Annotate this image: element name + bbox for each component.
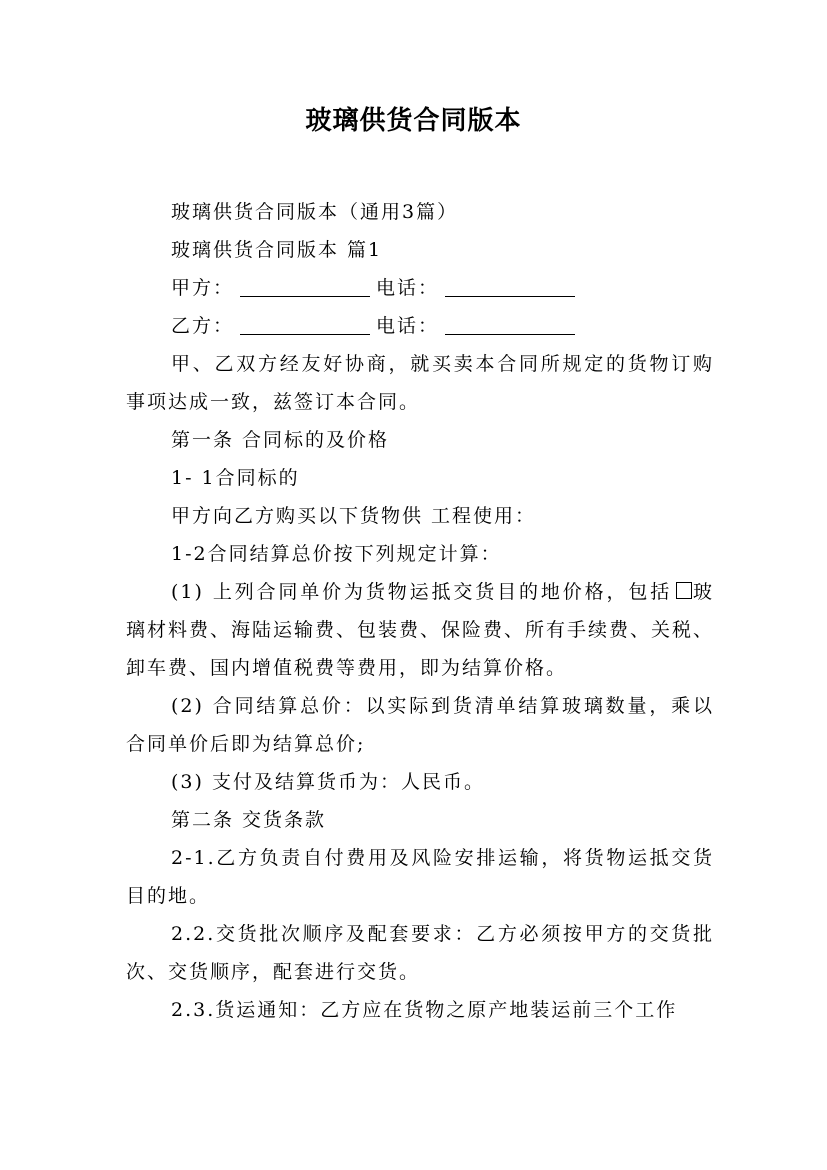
party-b-line — [126, 307, 714, 345]
clause2-1-paragraph: 2-1.乙方负责自付费用及风险安排运输，将货物运抵交货目的地。 — [126, 847, 714, 907]
intro-paragraph: 甲、乙双方经友好协商，就买卖本合同所规定的货物订购事项达成一致，兹签订本合同。 — [126, 353, 714, 413]
item1-paragraph — [126, 573, 714, 687]
clause1-2-heading: 1-2合同结算总价按下列规定计算： — [171, 543, 502, 565]
party-b-phone-blank — [445, 314, 575, 335]
document-body — [126, 193, 714, 1029]
document-title: 玻璃供货合同版本 — [305, 106, 522, 136]
item1-after-text: 玻璃材料费、海陆运输费、包装费、保险费、所有手续费、关税、卸车费、国内增值税费等费用，即为结算价格。 — [126, 581, 715, 679]
party-a-line — [126, 269, 714, 307]
item2-paragraph: (2) 合同结算总价：以实际到货清单结算玻璃数量，乘以合同单价后即为结算总价; — [126, 695, 714, 755]
clause2-2-paragraph: 2.2.交货批次顺序及配套要求：乙方必须按甲方的交货批次、交货顺序，配套进行交货。 — [126, 923, 714, 983]
clause1-1-text: 甲方向乙方购买以下货物供 工程使用： — [171, 505, 537, 527]
clause2-3-paragraph: 2.3.货运通知：乙方应在货物之原产地装运前三个工作 — [171, 999, 678, 1021]
item1-before-text: (1) 上列合同单价为货物运抵交货目的地价格，包括 — [171, 581, 673, 603]
clause2-heading: 第二条 交货条款 — [171, 809, 327, 831]
party-a-label: 甲方： — [171, 277, 235, 299]
clause1-1-heading: 1- 1合同标的 — [171, 467, 300, 489]
party-b-label: 乙方： — [171, 315, 235, 337]
party-b-blank — [240, 314, 370, 335]
article-line: 玻璃供货合同版本 篇1 — [171, 239, 383, 261]
checkbox-icon — [676, 582, 692, 599]
party-a-phone-blank — [445, 276, 575, 297]
party-a-phone-label: 电话： — [376, 277, 440, 299]
clause1-heading: 第一条 合同标的及价格 — [171, 429, 390, 451]
party-a-blank — [240, 276, 370, 297]
subtitle-line: 玻璃供货合同版本（通用3篇） — [171, 201, 459, 223]
item3-paragraph: (3) 支付及结算货币为：人民币。 — [171, 771, 485, 793]
party-b-phone-label: 电话： — [376, 315, 440, 337]
